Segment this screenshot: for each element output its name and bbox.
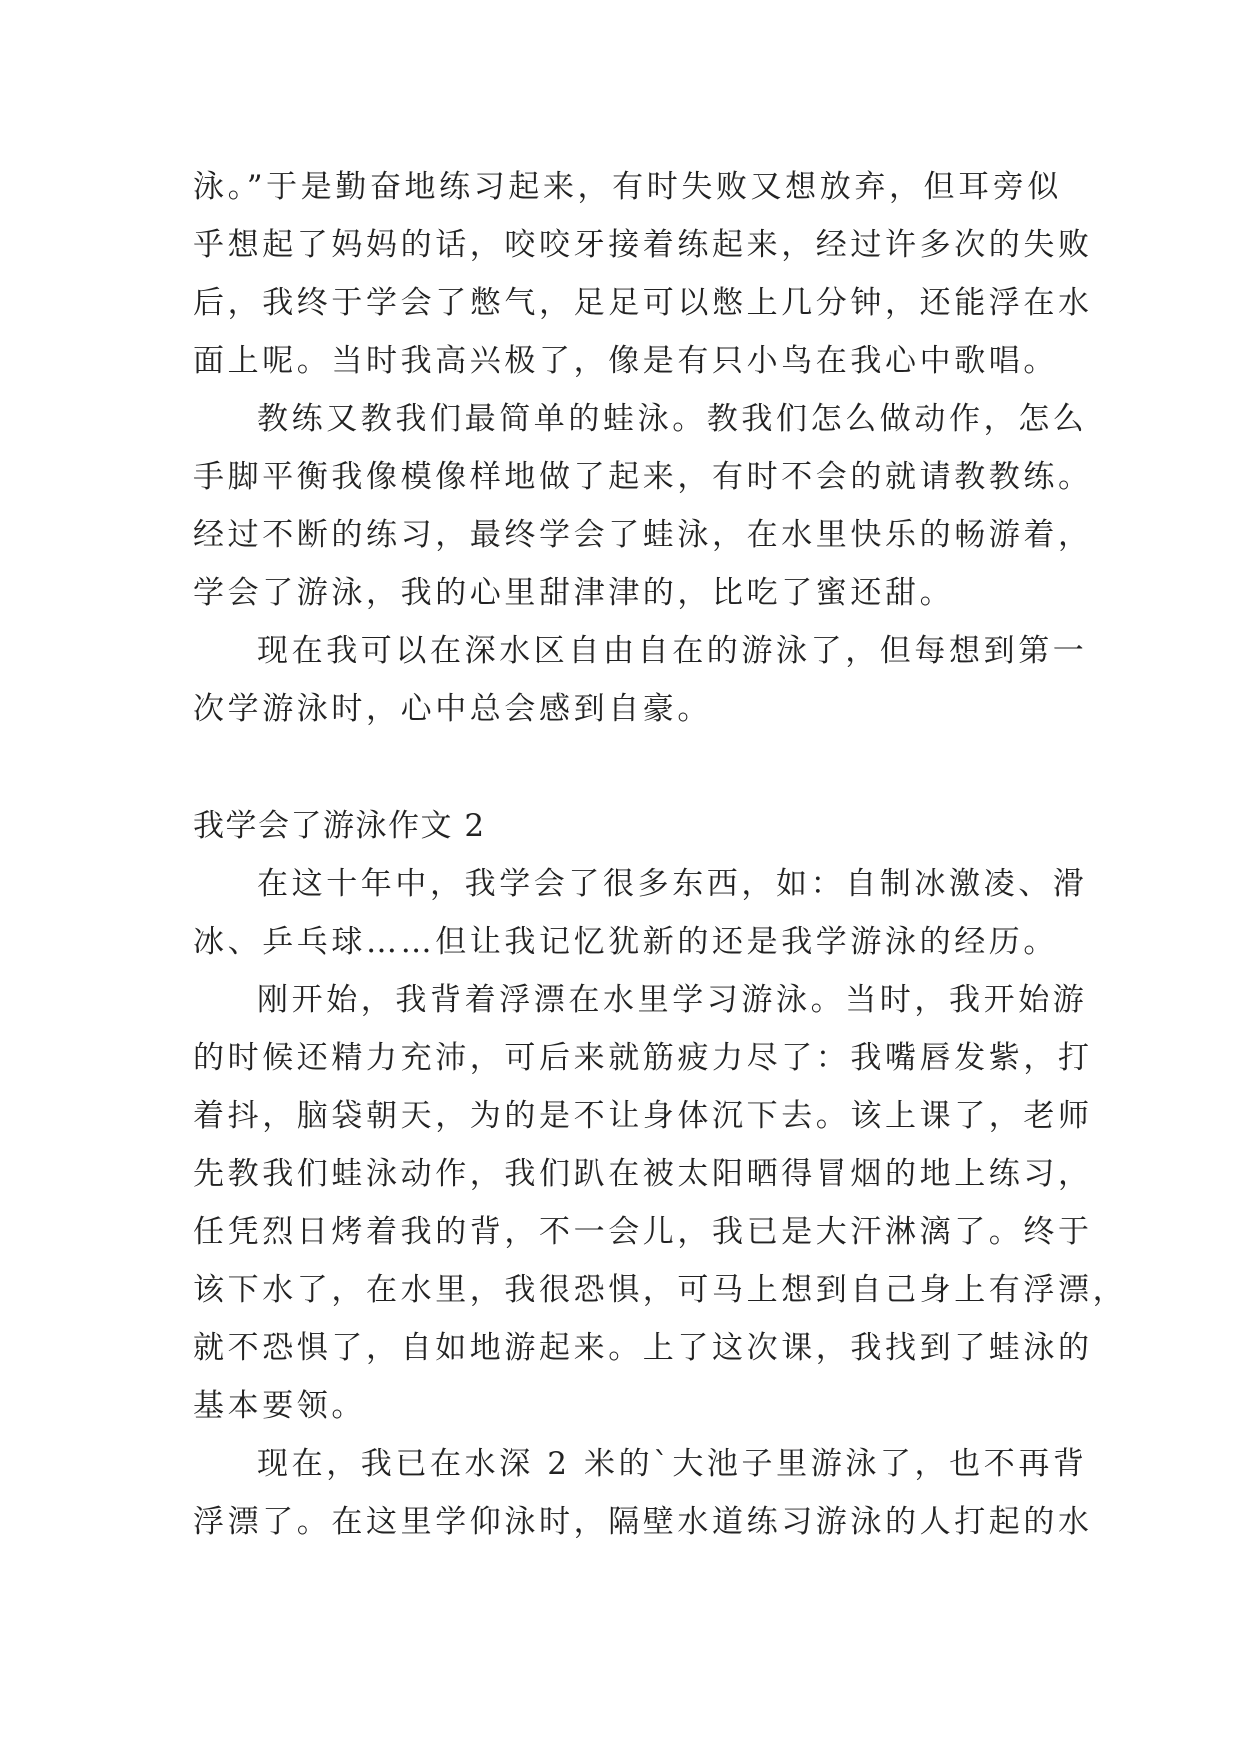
text-line: 着抖，脑袋朝天，为的是不让身体沉下去。该上课了，老师 <box>193 1098 1093 1134</box>
paragraph-start-line: 刚开始，我背着浮漂在水里学习游泳。当时，我开始游 <box>257 982 1088 1018</box>
text-line: 的时候还精力充沛，可后来就筋疲力尽了：我嘴唇发紫，打 <box>193 1040 1093 1076</box>
text-line: 先教我们蛙泳动作，我们趴在被太阳晒得冒烟的地上练习， <box>193 1156 1093 1192</box>
text-line: 乎想起了妈妈的话，咬咬牙接着练起来，经过许多次的失败 <box>193 227 1093 263</box>
text-line: 该下水了，在水里，我很恐惧，可马上想到自己身上有浮漂， <box>193 1272 1128 1308</box>
paragraph-start-line: 教练又教我们最简单的蛙泳。教我们怎么做动作，怎么 <box>257 401 1088 437</box>
section-heading: 我学会了游泳作文 2 <box>193 808 486 844</box>
text-line: 任凭烈日烤着我的背，不一会儿，我已是大汗淋漓了。终于 <box>193 1214 1093 1250</box>
text-line: 泳。”于是勤奋地练习起来，有时失败又想放弃，但耳旁似 <box>193 169 1062 205</box>
text-line: 学会了游泳，我的心里甜津津的，比吃了蜜还甜。 <box>193 575 955 611</box>
text-line: 手脚平衡我像模像样地做了起来，有时不会的就请教教练。 <box>193 459 1093 495</box>
text-line: 冰、乒乓球……但让我记忆犹新的还是我学游泳的经历。 <box>193 924 1058 960</box>
text-line: 浮漂了。在这里学仰泳时，隔壁水道练习游泳的人打起的水 <box>193 1504 1093 1540</box>
text-line: 面上呢。当时我高兴极了，像是有只小鸟在我心中歌唱。 <box>193 343 1058 379</box>
text-line: 次学游泳时，心中总会感到自豪。 <box>193 691 712 727</box>
paragraph-start-line: 在这十年中，我学会了很多东西，如：自制冰激凌、滑 <box>257 866 1088 902</box>
text-line: 基本要领。 <box>193 1388 366 1424</box>
text-line: 经过不断的练习，最终学会了蛙泳，在水里快乐的畅游着， <box>193 517 1093 553</box>
paragraph-start-line: 现在，我已在水深 2 米的`大池子里游泳了，也不再背 <box>257 1446 1088 1482</box>
text-line: 后，我终于学会了憋气，足足可以憋上几分钟，还能浮在水 <box>193 285 1093 321</box>
paragraph-start-line: 现在我可以在深水区自由自在的游泳了，但每想到第一 <box>257 633 1088 669</box>
text-line: 就不恐惧了，自如地游起来。上了这次课，我找到了蛙泳的 <box>193 1330 1093 1366</box>
